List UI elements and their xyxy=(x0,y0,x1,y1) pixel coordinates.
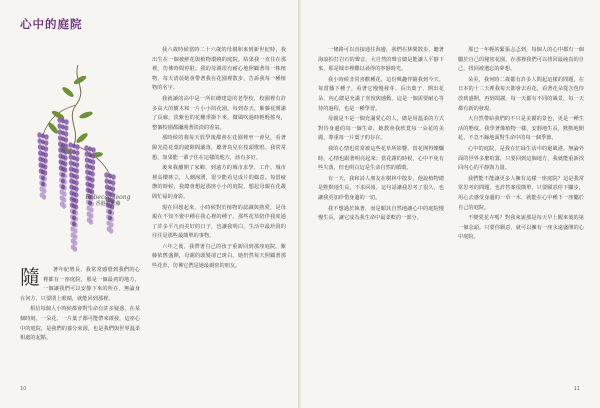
wisteria-petal xyxy=(109,228,113,234)
wisteria-petal xyxy=(72,216,76,221)
illustration-caption xyxy=(76,194,140,208)
wisteria-petal xyxy=(41,140,45,145)
wisteria-illustration xyxy=(18,60,138,275)
right-middle-column xyxy=(318,46,444,386)
left-paragraph: 六年之後，我帶著自己的孩子重新回到那座庭院。紫藤依舊盛開，母親的頭髮卻已斑白。她仍然每天照顧著那些花草，彷彿它們是她最親密的朋友。 xyxy=(152,243,286,270)
right-paragraph: 有一天，我和詩人朋友在樹林中散步，他說植物總是默默地生長，不求回報。這句話讓我思考了很久，也讓我更加珍惜身邊的一切。 xyxy=(318,175,444,201)
wisteria-petal xyxy=(72,174,76,179)
leaf xyxy=(75,132,89,145)
wisteria-petal xyxy=(41,164,45,169)
wisteria-drawing xyxy=(37,65,115,252)
page-number-right: 11 xyxy=(573,386,580,392)
wisteria-petal xyxy=(41,170,45,175)
wisteria-petal xyxy=(42,194,46,200)
intro-paragraph: 相信每個人小時候都會對生命有許多疑惑，在某個時刻，一朵花、一片葉子都可能帶來啟發。這座心中的庭院，是我們的養分來源，也是我們與世界溫柔相處的起點。 xyxy=(20,306,140,342)
intro-paragraph: 著年紀增長，我常常感覺到我們的心裡都有一座庭院，那是一個最初的地方，一個讓我們可以安靜下來的所在。無論身在何方，只要閉上眼睛，就能回到那裡。 xyxy=(20,267,140,302)
right-paragraph: 一條路可以直接通往海邊，我們在林間散步，聽著海浪拍打岩石的聲音。大自然的聲音總是能讓人平靜下來，那是城市裡難以尋得的寧靜時光。 xyxy=(318,47,444,73)
left-text-column xyxy=(152,46,286,386)
wisteria-petal xyxy=(104,172,108,178)
wisteria-petal xyxy=(75,144,79,150)
wisteria-petal xyxy=(108,186,112,191)
wisteria-petal xyxy=(61,119,65,124)
wisteria-petal xyxy=(61,143,65,148)
wisteria-petal xyxy=(61,185,65,190)
wisteria-petal xyxy=(72,168,76,173)
wisteria-petal xyxy=(62,203,66,209)
wisteria-petal xyxy=(61,149,65,154)
right-paragraph: 我小時候非常喜歡種花，這份興趣伴隨我到今天。每當播下種子，看著它慢慢發芽、長出葉子、開出花朵，內心總是充滿了喜悅與感動。這是一個需要耐心等待的過程，也是一種學習。 xyxy=(318,76,444,112)
wisteria-petal xyxy=(72,144,76,149)
page-title: 心中的庭院 xyxy=(20,17,83,31)
right-paragraph: 我們能不能讓更多人擁有這樣一座庭院？這是我常常思考的問題。也許答案很簡單，只要願意停下腳步，用心去感受身邊的一草一木，就能在心中種下一座屬於自己的庭院。 xyxy=(458,175,584,211)
left-page xyxy=(0,0,299,408)
wisteria-petal xyxy=(72,180,76,185)
wisteria-petal xyxy=(88,159,92,164)
wisteria-petal xyxy=(108,210,112,215)
wisteria-petal xyxy=(72,162,76,167)
wisteria-petal xyxy=(41,134,45,139)
right-paragraph: 那已一年輕的緊張忐忑到，每個人的心中都有一個屬於自己的秘密花園，在那裡我們可以找回最純真的自己，找回被遺忘的夢想。 xyxy=(458,47,584,73)
wisteria-petal xyxy=(41,146,45,151)
wisteria-petal xyxy=(61,179,65,184)
wisteria-petal xyxy=(84,145,88,151)
wisteria-petal xyxy=(61,125,65,130)
wisteria-petal xyxy=(37,132,41,138)
artist-signature: Rebecca Jeong xyxy=(85,194,131,201)
wisteria-petal xyxy=(108,180,112,185)
wisteria-petal xyxy=(57,117,61,123)
right-paragraph: 大自然帶給我們的不只是美麗的景色，更是一種生活的態度。我學著像植物一樣，安靜地生長，默默地開花，不急不躁地面對生命中的每一個季節。 xyxy=(458,116,584,142)
leaf xyxy=(73,74,88,86)
leaf xyxy=(61,86,75,99)
wisteria-petal xyxy=(88,153,92,158)
wisteria-petal xyxy=(89,219,93,225)
wisteria-petal xyxy=(44,134,48,140)
wisteria-petal xyxy=(72,150,76,155)
left-paragraph: 我六歲時候當時二十六歲的母親和來到新世紀時，我出生在一個被鮮花與植物環繞的庭院。結果我一直住在那裡，彷彿時間停駐。我的母親很有耐心地照顧著每一株植物，每天清晨她會帶著我在花園裡散步，告訴我每一種植物的名字。 xyxy=(152,47,286,92)
right-paragraph: 我不想過於執著，而是順其自然地讓心中的庭院慢慢生長，讓它成為我生命中最柔軟的一部分。 xyxy=(318,205,444,222)
right-paragraph: 我的心情也常常被這些花草所影響。當花開得燦爛時，心情也跟著明亮起來；當花謝的時候，心中不免有些失落，但也明白這是生命自然的循環。 xyxy=(318,145,444,172)
wisteria-petal xyxy=(73,246,77,252)
wisteria-petal xyxy=(64,119,68,125)
wisteria-petal xyxy=(88,165,92,170)
wisteria-petal xyxy=(88,147,92,152)
wisteria-petal xyxy=(88,177,92,182)
caption-text: 香港的紫藤 xyxy=(95,201,121,207)
right-paragraph: 心中的庭院，是我在忙碌生活中的避風港。無論外面的世界多麼喧囂，只要回到這個地方，我就能重新找回內心的平靜與力量。 xyxy=(458,145,584,172)
wisteria-petal xyxy=(88,171,92,176)
wisteria-petal xyxy=(72,156,76,161)
wisteria-petal xyxy=(41,152,45,157)
wisteria-petal xyxy=(61,137,65,142)
wisteria-petal xyxy=(61,161,65,166)
wisteria-petal xyxy=(61,167,65,172)
right-paragraph: 母親是不是一個充滿愛心的人，總是用溫柔的方式對待身邊的每一個生命。她教會我欣賞每一朵花的美麗，尊重每一片葉子的存在。 xyxy=(318,116,444,142)
left-paragraph: 那時候的我每天放學後都會在花園裡坐一會兒，看著陽光從花葉的縫隙間灑落，聽著鳥兒在枝頭歌唱。我常常想，如果能一輩子住在這樣的地方，該有多好。 xyxy=(152,135,286,161)
drop-cap: 隨 xyxy=(20,266,40,289)
wisteria-petal xyxy=(61,173,65,178)
left-paragraph: 現在回想起來，小時候對於植物的認識與熱愛，是母親在不知不覺中種在我心裡的種子。那些花草陪伴我度過了許多平凡而美好的日子，也讓我明白，生活中最珍貴的往往是那些最簡單的事物。 xyxy=(152,204,286,240)
wisteria-petal xyxy=(68,142,72,148)
wisteria-petal xyxy=(72,186,76,191)
right-paragraph: 朵美，我何時二歲都有許多人問起這樣的問題，在日本的十二天裡我每天都會去看花，看著花朵從含苞待放到盛開，再到凋謝。每一天都有不同的風景，每一天都有新的發現。 xyxy=(458,76,584,112)
wisteria-petal xyxy=(41,176,45,181)
left-paragraph: 後來我離開了家鄉，到遠方的城市求學、工作。城市裡高樓林立，人潮洶湧，很少能看見成片的綠意。每當疲憊的時候，我總會想起那座小小的庭院，想起母親在花叢間忙碌的身影。 xyxy=(152,165,286,200)
right-right-column xyxy=(458,46,584,386)
vine-stem xyxy=(72,65,81,145)
wisteria-petal xyxy=(111,174,115,180)
leaf xyxy=(79,110,94,120)
wisteria-petal xyxy=(72,222,76,227)
wisteria-petal xyxy=(108,174,112,179)
wisteria-petal xyxy=(88,183,92,188)
wisteria-petal xyxy=(41,158,45,163)
wisteria-petal xyxy=(108,216,112,221)
left-paragraph: 我就讀的高中是一所紅磚建造的老學校，校園裡有許多高大的樹木和一片小小的花園。每到春天，紫藤花開滿了長廊，淡紫色的花穗垂掛下來，微風吹過時輕輕搖曳，整個校園都瀰漫著淡淡的香氣。 xyxy=(152,95,286,131)
wisteria-petal xyxy=(61,131,65,136)
page-number-left: 10 xyxy=(20,386,27,392)
wisteria-petal xyxy=(41,182,45,187)
leaf xyxy=(47,121,60,135)
wisteria-petal xyxy=(61,155,65,160)
wisteria-petal xyxy=(88,189,92,194)
wisteria-petal xyxy=(91,147,95,153)
wisteria-petal xyxy=(72,210,76,215)
intro-column xyxy=(20,266,140,386)
right-paragraph: 不變愛花卉嗎？對我來說那是每天早上醒來後的第一個念頭。只要你願意，就可以擁有一座永遠盛開的心中庭院。 xyxy=(458,215,584,241)
